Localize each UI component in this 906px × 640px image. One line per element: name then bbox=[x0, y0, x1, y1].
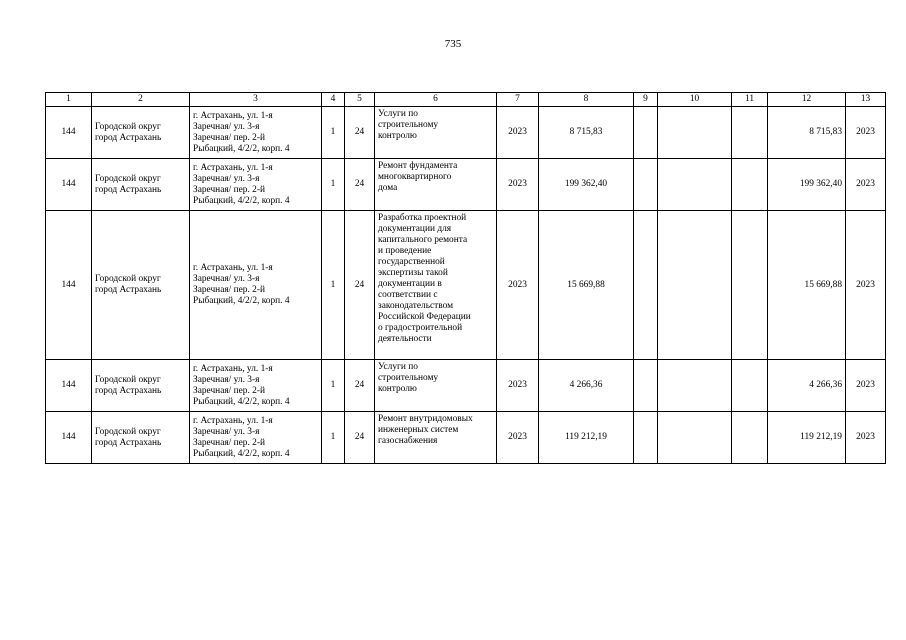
col9-cell bbox=[634, 211, 658, 360]
col9-cell bbox=[634, 412, 658, 464]
row-number-cell: 144 bbox=[46, 107, 92, 159]
work-type-cell: Услуги по строительному контролю bbox=[375, 360, 497, 412]
col10-cell bbox=[658, 360, 732, 412]
table-row bbox=[46, 412, 886, 464]
row-number-cell: 144 bbox=[46, 360, 92, 412]
col5-cell: 24 bbox=[345, 412, 375, 464]
cost-cell: 119 212,19 bbox=[539, 412, 634, 464]
col11-cell bbox=[732, 107, 768, 159]
row-number-cell: 144 bbox=[46, 211, 92, 360]
col13-cell: 2023 bbox=[846, 107, 886, 159]
column-header: 11 bbox=[732, 93, 768, 107]
page-number: 735 bbox=[444, 38, 462, 50]
col11-cell bbox=[732, 159, 768, 211]
column-header: 12 bbox=[768, 93, 846, 107]
column-header: 4 bbox=[322, 93, 345, 107]
col13-cell: 2023 bbox=[846, 360, 886, 412]
col12-cell: 8 715,83 bbox=[768, 107, 846, 159]
col5-cell: 24 bbox=[345, 211, 375, 360]
col4-cell: 1 bbox=[322, 107, 345, 159]
col10-cell bbox=[658, 412, 732, 464]
col10-cell bbox=[658, 159, 732, 211]
cost-cell: 8 715,83 bbox=[539, 107, 634, 159]
col10-cell bbox=[658, 211, 732, 360]
work-type-cell: Ремонт фундамента многоквартирного дома bbox=[375, 159, 497, 211]
address-cell: г. Астрахань, ул. 1-я Заречная/ ул. 3-я Заречная/ пер. 2-й Рыбацкий, 4/2/2, корп. 4 bbox=[190, 412, 322, 464]
address-cell: г. Астрахань, ул. 1-я Заречная/ ул. 3-я Заречная/ пер. 2-й Рыбацкий, 4/2/2, корп. 4 bbox=[190, 159, 322, 211]
row-number-cell: 144 bbox=[46, 412, 92, 464]
row-number-cell: 144 bbox=[46, 159, 92, 211]
municipality-cell: Городской округ город Астрахань bbox=[92, 412, 190, 464]
municipality-cell: Городской округ город Астрахань bbox=[92, 211, 190, 360]
repair-program-table bbox=[45, 92, 886, 464]
column-header: 1 bbox=[46, 93, 92, 107]
col9-cell bbox=[634, 107, 658, 159]
municipality-cell: Городской округ город Астрахань bbox=[92, 360, 190, 412]
table-row bbox=[46, 107, 886, 159]
cost-cell: 4 266,36 bbox=[539, 360, 634, 412]
table-row bbox=[46, 211, 886, 360]
col10-cell bbox=[658, 107, 732, 159]
column-header: 9 bbox=[634, 93, 658, 107]
municipality-cell: Городской округ город Астрахань bbox=[92, 107, 190, 159]
col12-cell: 119 212,19 bbox=[768, 412, 846, 464]
table-row bbox=[46, 159, 886, 211]
col9-cell bbox=[634, 159, 658, 211]
work-type-cell: Услуги по строительному контролю bbox=[375, 107, 497, 159]
column-header: 2 bbox=[92, 93, 190, 107]
work-type-cell: Разработка проектной документации для капитального ремонта и проведение государственной экспертизы такой документации в соответствии с законодательством Российской Федерации о градостроительной деятельности bbox=[375, 211, 497, 360]
column-header: 6 bbox=[375, 93, 497, 107]
column-header: 5 bbox=[345, 93, 375, 107]
year-cell: 2023 bbox=[497, 211, 539, 360]
col4-cell: 1 bbox=[322, 211, 345, 360]
year-cell: 2023 bbox=[497, 412, 539, 464]
column-header: 8 bbox=[539, 93, 634, 107]
col13-cell: 2023 bbox=[846, 211, 886, 360]
col11-cell bbox=[732, 360, 768, 412]
work-type-cell: Ремонт внутридомовых инженерных систем газоснабжения bbox=[375, 412, 497, 464]
column-header: 3 bbox=[190, 93, 322, 107]
col11-cell bbox=[732, 412, 768, 464]
year-cell: 2023 bbox=[497, 159, 539, 211]
municipality-cell: Городской округ город Астрахань bbox=[92, 159, 190, 211]
col11-cell bbox=[732, 211, 768, 360]
col5-cell: 24 bbox=[345, 159, 375, 211]
table-row bbox=[46, 360, 886, 412]
col9-cell bbox=[634, 360, 658, 412]
col5-cell: 24 bbox=[345, 360, 375, 412]
year-cell: 2023 bbox=[497, 107, 539, 159]
cost-cell: 15 669,88 bbox=[539, 211, 634, 360]
col4-cell: 1 bbox=[322, 159, 345, 211]
col13-cell: 2023 bbox=[846, 412, 886, 464]
col4-cell: 1 bbox=[322, 412, 345, 464]
address-cell: г. Астрахань, ул. 1-я Заречная/ ул. 3-я Заречная/ пер. 2-й Рыбацкий, 4/2/2, корп. 4 bbox=[190, 211, 322, 360]
col4-cell: 1 bbox=[322, 360, 345, 412]
column-number-row bbox=[46, 93, 886, 107]
address-cell: г. Астрахань, ул. 1-я Заречная/ ул. 3-я Заречная/ пер. 2-й Рыбацкий, 4/2/2, корп. 4 bbox=[190, 107, 322, 159]
col12-cell: 15 669,88 bbox=[768, 211, 846, 360]
column-header: 13 bbox=[846, 93, 886, 107]
address-cell: г. Астрахань, ул. 1-я Заречная/ ул. 3-я Заречная/ пер. 2-й Рыбацкий, 4/2/2, корп. 4 bbox=[190, 360, 322, 412]
column-header: 10 bbox=[658, 93, 732, 107]
year-cell: 2023 bbox=[497, 360, 539, 412]
column-header: 7 bbox=[497, 93, 539, 107]
col12-cell: 199 362,40 bbox=[768, 159, 846, 211]
cost-cell: 199 362,40 bbox=[539, 159, 634, 211]
col12-cell: 4 266,36 bbox=[768, 360, 846, 412]
col13-cell: 2023 bbox=[846, 159, 886, 211]
col5-cell: 24 bbox=[345, 107, 375, 159]
